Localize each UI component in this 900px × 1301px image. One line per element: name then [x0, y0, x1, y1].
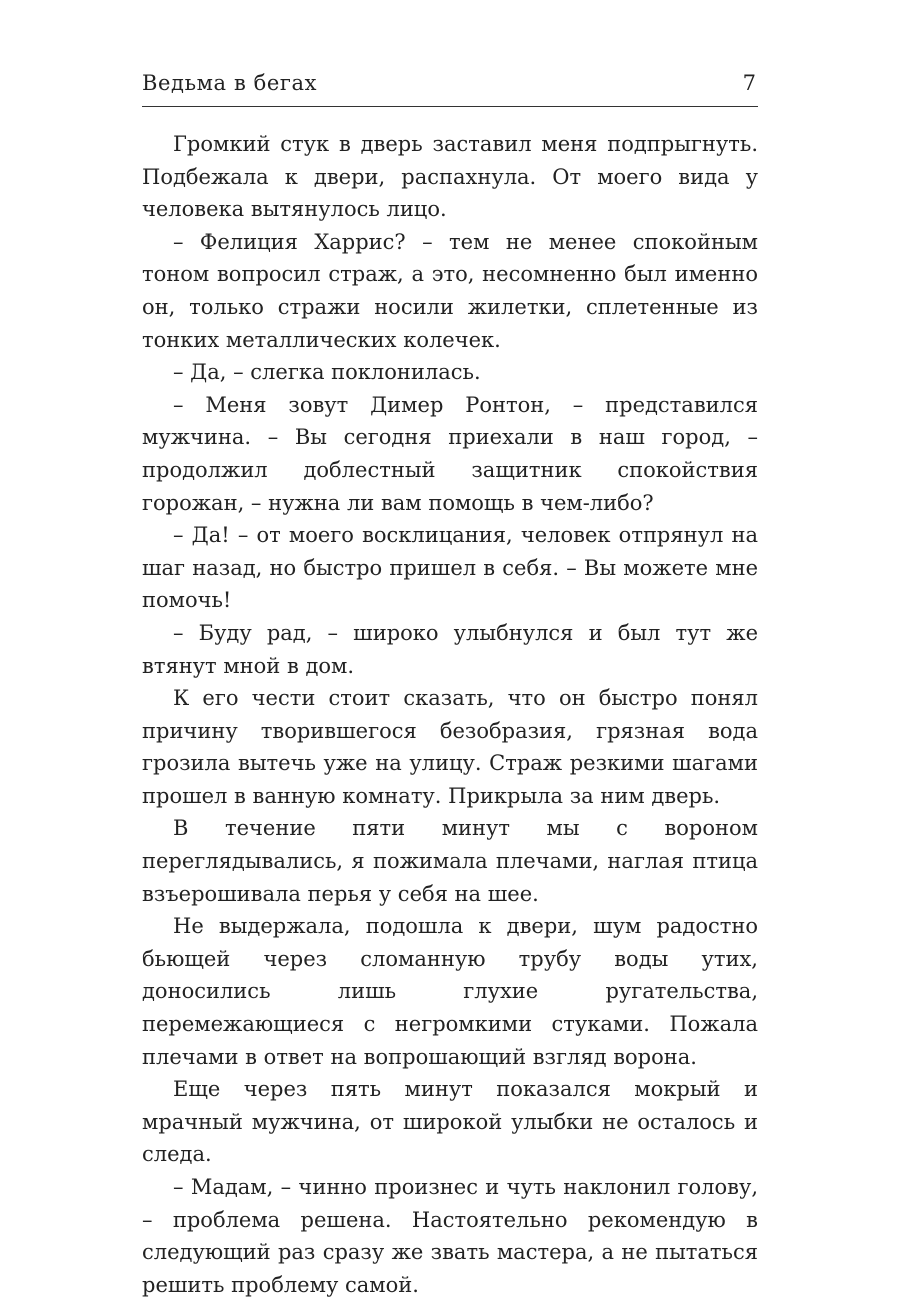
paragraph: К его чести стоит сказать, что он быстро понял причину творившегося безобразия, грязная вода грозила вытечь уже на улицу. Страж резкими шагами прошел в ванную комнату. Прикрыла за ним дверь. — [142, 686, 758, 808]
paragraph: – Да, – слегка поклонилась. — [173, 360, 481, 385]
body-text — [142, 128, 758, 1301]
paragraph: – Фелиция Харрис? – тем не менее спокойным тоном вопросил страж, а это, несомненно был именно он, только стражи носили жилетки, сплетенные из тонких металлических колечек. — [142, 229, 758, 352]
paragraph: – Меня зовут Димер Ронтон, – представился мужчина. – Вы сегодня приехали в наш город, – продолжил доблестный защитник спокойствия горожан, – нужна ли вам помощь в чем-либо? — [142, 392, 758, 515]
header-rule — [142, 106, 758, 107]
paragraph: – Буду рад, – широко улыбнулся и был тут же втянут мной в дом. — [142, 620, 758, 678]
page-header — [142, 68, 758, 108]
paragraph: Еще через пять минут показался мокрый и мрачный мужчина, от широкой улыбки не осталось и следа. — [142, 1077, 758, 1167]
page-number: 7 — [742, 71, 756, 95]
paragraph: – Мадам, – чинно произнес и чуть наклонил голову, – проблема решена. Настоятельно рекомендую в следующий раз сразу же звать мастера, а не пытаться решить проблему самой. — [142, 1175, 758, 1297]
paragraph: В течение пяти минут мы с вороном переглядывались, я пожимала плечами, наглая птица взъерошивала перья у себя на шее. — [142, 816, 758, 906]
paragraph: Громкий стук в дверь заставил меня подпрыгнуть. Подбежала к двери, распахнула. От моего вида у человека вытянулось лицо. — [142, 132, 758, 222]
running-title: Ведьма в бегах — [142, 71, 318, 95]
paragraph: – Да! – от моего восклицания, человек отпрянул на шаг назад, но быстро пришел в себя. – Вы можете мне помочь! — [142, 523, 758, 613]
paragraph: Не выдержала, подошла к двери, шум радостно бьющей через сломанную трубу воды утих, доносились лишь глухие ругательства, перемежающиеся с негромкими стуками. Пожала плечами в ответ на вопрошающий взгляд ворона. — [142, 914, 758, 1069]
